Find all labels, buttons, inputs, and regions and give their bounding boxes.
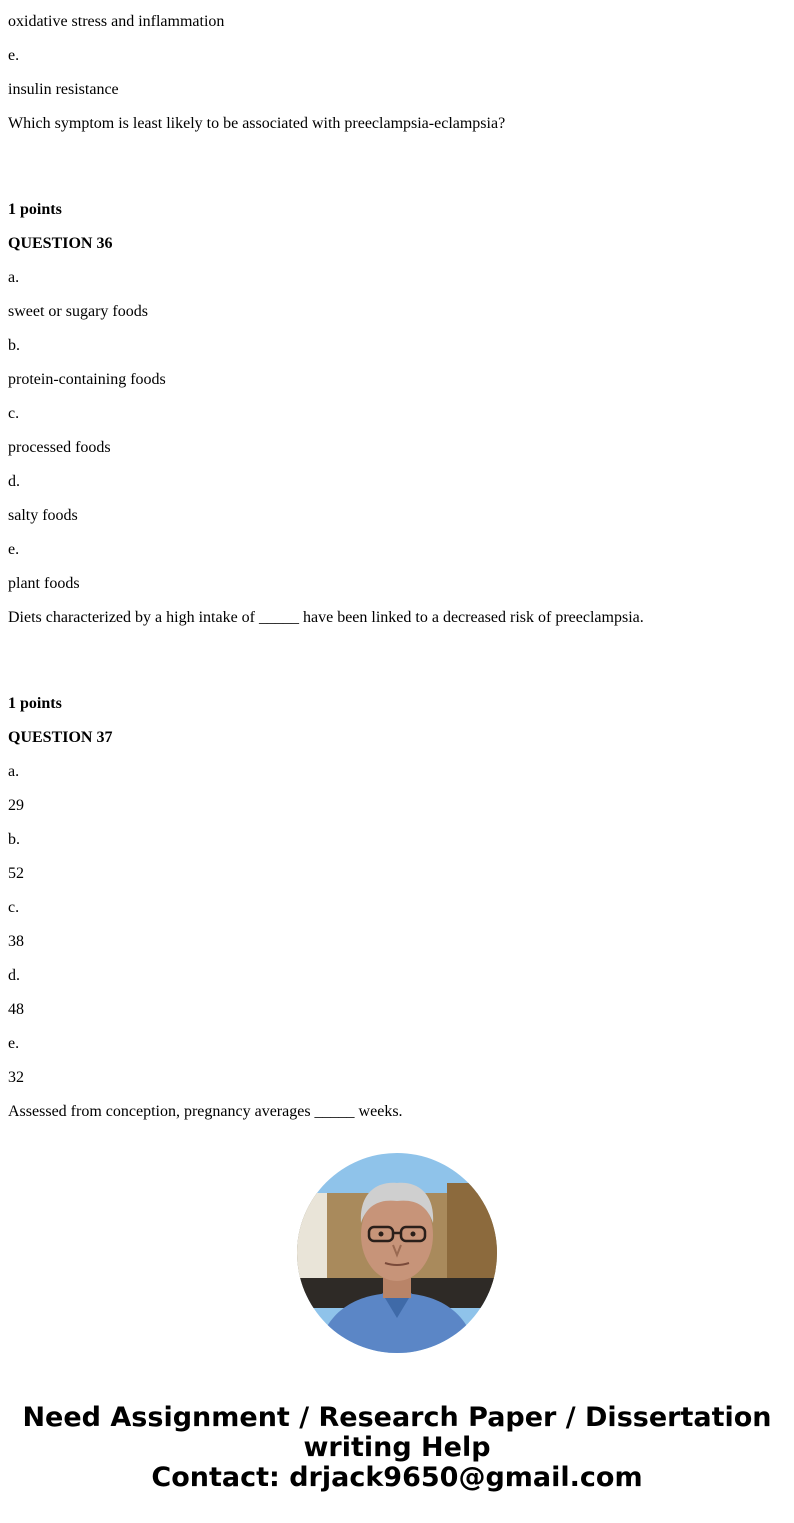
text-line: protein-containing foods	[8, 371, 166, 388]
text-line: d.	[8, 967, 20, 984]
section-heading: QUESTION 36	[8, 235, 113, 252]
spacer	[8, 149, 788, 201]
section-heading: QUESTION 37	[8, 729, 113, 746]
text-line: c.	[8, 899, 20, 916]
text-line: b.	[8, 831, 20, 848]
text-line: Diets characterized by a high intake of _____ have been linked to a decreased risk of preeclampsia.	[8, 609, 644, 626]
text-line: salty foods	[8, 507, 78, 524]
text-line: oxidative stress and inflammation	[8, 13, 225, 30]
author-photo	[297, 1153, 497, 1353]
text-line: 29	[8, 797, 24, 814]
section-heading: 1 points	[8, 201, 62, 218]
portrait-image	[297, 1153, 497, 1353]
text-line: sweet or sugary foods	[8, 303, 148, 320]
text-line: d.	[8, 473, 20, 490]
text-line: b.	[8, 337, 20, 354]
text-line: Which symptom is least likely to be associated with preeclampsia-eclampsia?	[8, 115, 506, 132]
text-line: e.	[8, 541, 20, 558]
promo-line-1: Need Assignment / Research Paper / Dissertation	[22, 1402, 772, 1433]
promo-line-2: writing Help	[303, 1432, 491, 1463]
text-line: a.	[8, 763, 20, 780]
promo-banner	[0, 1403, 794, 1493]
promo-line-3: Contact: drjack9650@gmail.com	[151, 1462, 643, 1493]
text-line: 38	[8, 933, 24, 950]
section-heading: 1 points	[8, 695, 62, 712]
text-line: a.	[8, 269, 20, 286]
document-body	[8, 13, 788, 1137]
text-line: plant foods	[8, 575, 80, 592]
text-line: 32	[8, 1069, 24, 1086]
text-line: e.	[8, 1035, 20, 1052]
text-line: processed foods	[8, 439, 111, 456]
text-line: insulin resistance	[8, 81, 119, 98]
text-line: c.	[8, 405, 20, 422]
text-line: 52	[8, 865, 24, 882]
text-line: Assessed from conception, pregnancy averages _____ weeks.	[8, 1103, 403, 1120]
spacer	[8, 643, 788, 695]
text-line: e.	[8, 47, 20, 64]
text-line: 48	[8, 1001, 24, 1018]
